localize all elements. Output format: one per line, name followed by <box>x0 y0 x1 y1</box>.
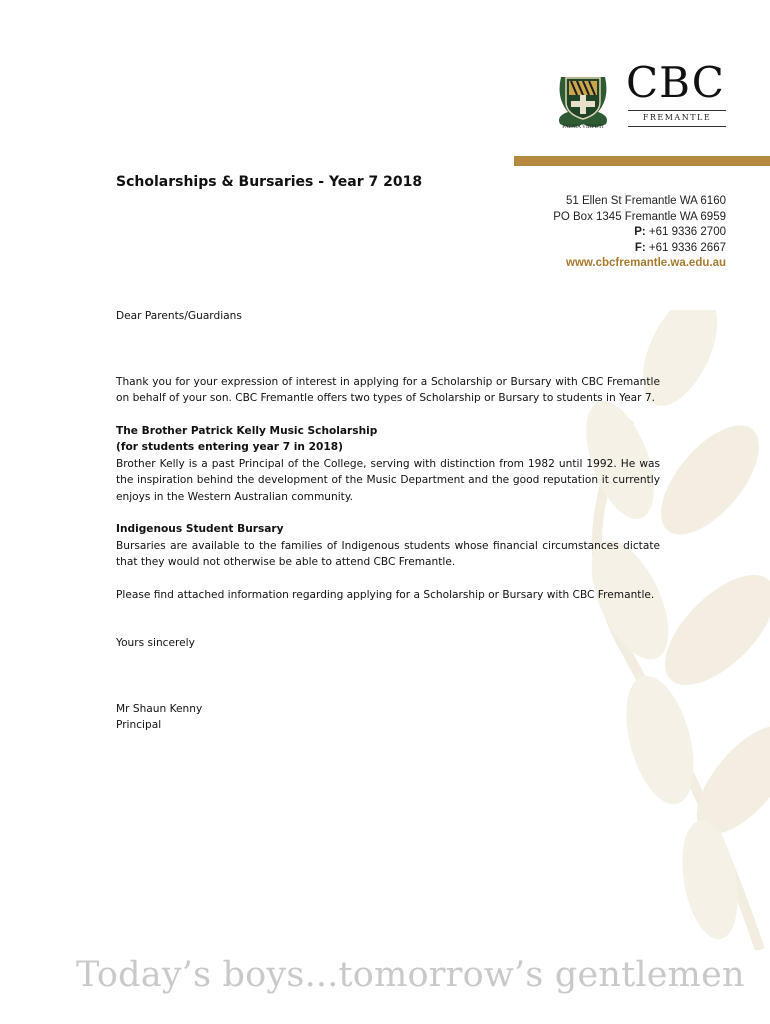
phone-number: +61 9336 2700 <box>648 226 726 238</box>
phone-label: P: <box>634 226 646 238</box>
address-block <box>553 194 726 272</box>
salutation: Dear Parents/Guardians <box>116 310 242 322</box>
closing: Yours sincerely <box>116 637 195 649</box>
address-street: 51 Ellen St Fremantle WA 6160 <box>565 195 726 207</box>
intro-paragraph: Thank you for your expression of interest in applying for a Scholarship or Bursary with CBC Fremantle on behalf of your son. CBC Fremantle offers two types of Scholarship or Bursary to students in Year 7. <box>116 375 660 404</box>
brand-rule-top <box>628 110 726 111</box>
signer-name: Mr Shaun Kenny <box>116 702 203 715</box>
brand-subtitle: FREMANTLE <box>642 113 712 122</box>
bursary-paragraph: Bursaries are available to the families of Indigenous students whose financial circumstances dictate that they would not otherwise be able to attend CBC Fremantle. <box>116 539 660 568</box>
accent-bar <box>514 156 770 166</box>
cbc-logo <box>552 58 730 134</box>
address-po-box: PO Box 1345 Fremantle WA 6959 <box>553 210 726 223</box>
brand-name: CBC <box>626 58 725 107</box>
scholarship-heading: The Brother Patrick Kelly Music Scholarship <box>116 424 378 437</box>
school-crest-icon <box>552 68 614 130</box>
address-fax <box>553 241 726 257</box>
letter-body <box>116 308 660 734</box>
tagline: Today’s boys...tomorrow’s gentlemen <box>76 955 745 995</box>
brand-rule-bottom <box>628 126 726 127</box>
crest-motto: PALMA VIRTUTI <box>562 124 604 130</box>
fax-label: F: <box>634 241 646 254</box>
scholarship-paragraph: Brother Kelly is a past Principal of the College, serving with distinction from 1982 until 1992. He was the inspiration behind the development of the Music Department and the good reputation it currently enjoys in the Western Australian community. <box>116 457 660 503</box>
scholarship-subheading: (for students entering year 7 in 2018) <box>116 441 343 453</box>
letter-title: Scholarships & Bursaries - Year 7 2018 <box>116 174 423 190</box>
fax-number: +61 9336 2667 <box>648 241 726 254</box>
attached-info-paragraph: Please find attached information regarding applying for a Scholarship or Bursary with CBC Fremantle. <box>116 588 655 601</box>
address-phone <box>553 225 726 241</box>
bursary-heading: Indigenous Student Bursary <box>116 523 284 535</box>
website-link[interactable]: www.cbcfremantle.wa.edu.au <box>566 257 726 269</box>
signer-title: Principal <box>116 719 162 731</box>
